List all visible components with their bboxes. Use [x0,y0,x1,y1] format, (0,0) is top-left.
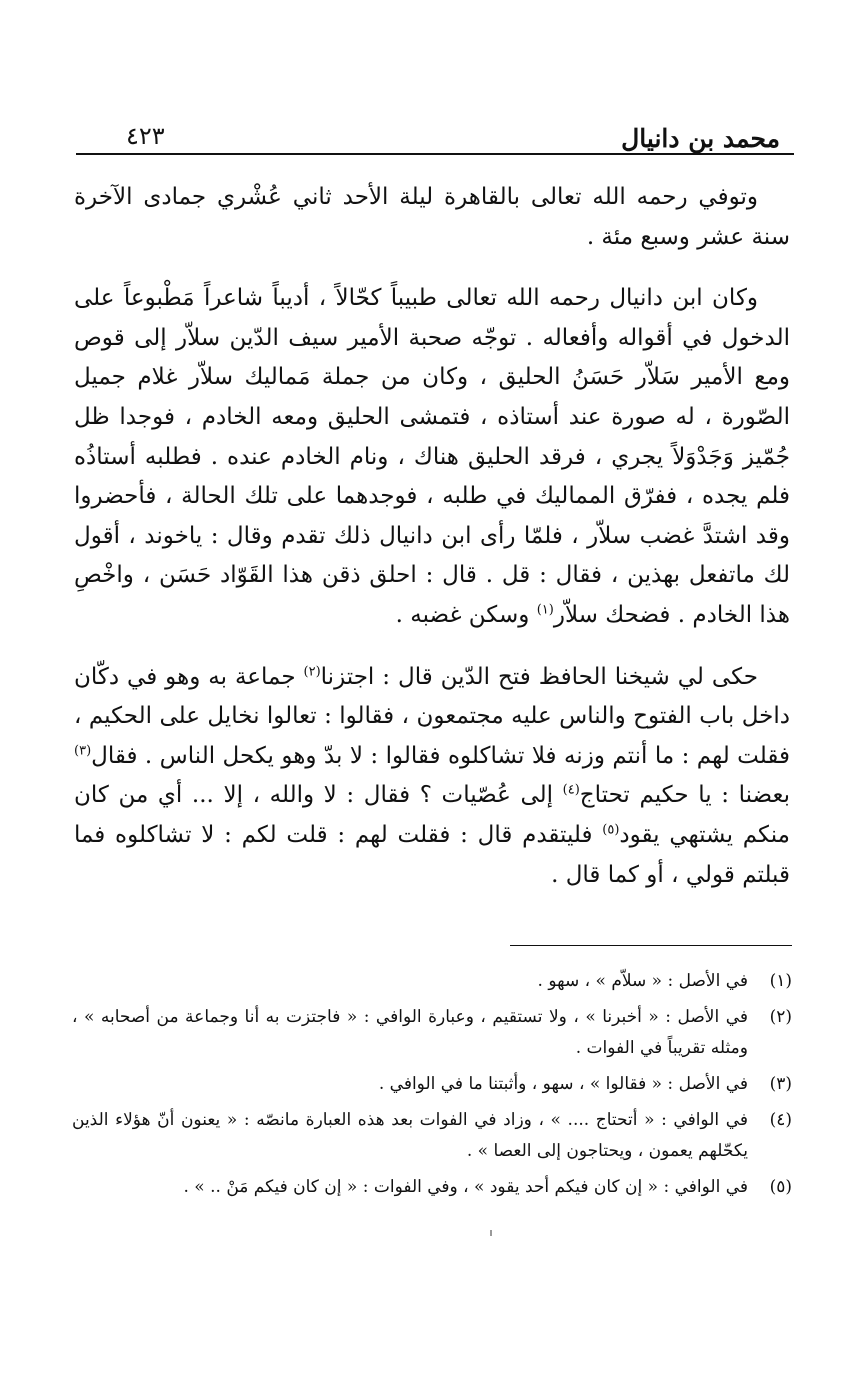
footnote-ref-2[interactable]: (٢) [303,663,321,679]
footnote-ref-5[interactable]: (٥) [602,822,620,838]
footnote-5 [72,1172,792,1203]
footnote-3 [72,1069,792,1100]
footnote-number: (٢) [769,1007,792,1027]
footnote-number: (٥) [769,1177,792,1197]
footnote-text: في الأصل : « أخبرنا » ، ولا تستقيم ، وعبارة الوافي : « فاجتزت به أنا وجماعة من أصحابه » ، ومثله تقريباً في الفوات . [72,1007,748,1058]
footnote-text: في الوافي : « أتحتاج .... » ، وزاد في الفوات بعد هذه العبارة مانصّه : « يعنون أنّ هؤلاء الذين يكحّلهم يعمون ، ويحتاجون إلى العصا » . [72,1110,748,1161]
running-title: محمد بن دانيال [621,124,780,153]
footnote-1 [72,966,792,997]
footnote-number: (٣) [769,1074,792,1094]
paragraph-death: وتوفي رحمه الله تعالى بالقاهرة ليلة الأحد ثاني عُشْري جمادى الآخرة سنة عشر وسبع مئة . [74,184,790,250]
footnote-text: في الأصل : « سلاّم » ، سهو . [537,971,748,991]
scan-mark [490,1230,492,1236]
paragraph-anecdote-sallar: وكان ابن دانيال رحمه الله تعالى طبيباً كحّالاً ، أديباً شاعراً مَطْبوعاً على الدخول في أقواله وأفعاله . توجّه صحبة الأمير سيف الدّين سلاّر إلى قوص ومع الأمير سَلاّر حَسَنُ الحليق ، وكان من جملة مَماليك سلاّر غلام جميل الصّورة ، له صورة عند أستاذه ، فتمشى الحليق ومعه الخادم ، فوجدا ظل جُمّيز وَجَدْوَلاً يجري ، فرقد الحليق هناك ، ونام الخادم عنده . فطلبه أستاذُه فلم يجده ، ففرّق المماليك في طلبه ، فوجدهما على تلك الحالة ، فأحضروا وقد اشتدَّ غضب سلاّر ، فلمّا رأى ابن دانيال ذلك تقدم وقال : ياخوند ، أقول لك ماتفعل بهذين ، فقال : قل . قال : احلق ذقن هذا القَوّاد حَسَن ، واخْصِ هذا الخادم . فضحك سلاّر$^{(١)}$ وسكن غضبه . [74,285,791,628]
page-number: ٤٢٣ [126,122,165,150]
paragraph-anecdote-fath-aldin: حكى لي شيخنا الحافظ فتح الدّين قال : اجتزنا$^{(٢)}$ جماعة به وهو في دكّان داخل باب الفتوح والناس عليه مجتمعون ، فقالوا : تعالوا نخايل على الحكيم ، فقلت لهم : ما أنتم وزنه فلا تشاكلوه فقالوا : لا بدّ وهو يكحل الناس . فقال$^{(٣)}$ بعضنا : يا حكيم تحتاج$^{(٤)}$ إلى عُصّيات ؟ فقال : لا والله ، إلا ... أي من كان منكم يشتهي يقود$^{(٥)}$ فليتقدم قال : فقلت لهم : قلت لكم : لا تشاكلوه فما قبلتم قولي ، أو كما قال . [74,663,790,888]
footnote-text: في الوافي : « إن كان فيكم أحد يقود » ، وفي الفوات : « إن كان فيكم مَنْ .. » . [183,1177,748,1197]
footnote-number: (١) [769,971,792,991]
header-rule [76,153,794,155]
footnote-ref-4[interactable]: (٤) [562,782,580,798]
footnote-number: (٤) [769,1110,792,1130]
page-header [76,118,792,158]
footnote-ref-1[interactable]: (١) [536,602,554,618]
footnote-text: في الأصل : « فقالوا » ، سهو ، وأثبتنا ما في الوافي . [378,1074,748,1094]
footnote-4 [72,1105,792,1167]
footnote-2 [72,1002,792,1064]
main-text [74,178,790,895]
footnote-ref-3[interactable]: (٣) [74,743,92,759]
footnote-separator [510,945,792,946]
footnotes [72,966,792,1208]
